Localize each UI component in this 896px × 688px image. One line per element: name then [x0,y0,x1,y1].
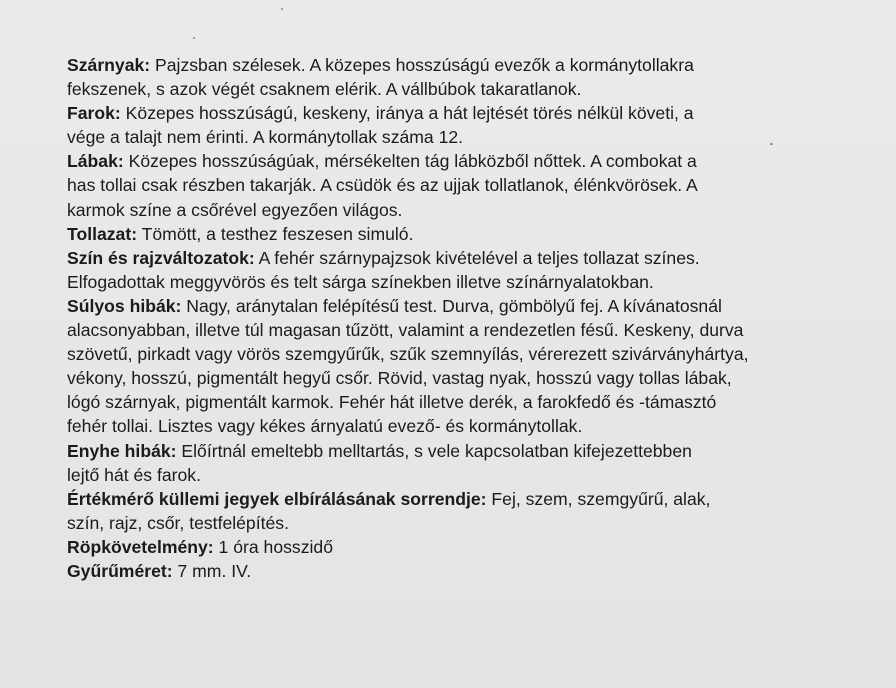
entry-line [67,173,837,197]
entry-term: Szín és rajzváltozatok: [67,247,255,268]
standard-entry [67,535,837,559]
standard-entry [67,487,837,535]
entry-line [67,463,837,487]
entry-term: Tollazat: [67,223,138,244]
entry-term: Farok: [67,103,121,124]
entry-text: Közepes hosszúságúak, mérsékelten tág lábközből nőttek. A combokat a [123,151,697,172]
entry-line [67,511,837,535]
standard-entry [67,246,837,294]
entry-line [67,487,837,511]
standard-entry [67,53,837,101]
entry-line [67,535,837,559]
entry-text: Tömött, a testhez feszesen simuló. [137,223,414,244]
entry-text: Nagy, aránytalan felépítésű test. Durva, gömbölyű fej. A kívánatosnál [181,295,722,316]
entry-term: Enyhe hibák: [67,440,177,461]
entry-line [67,101,837,125]
entry-text: Fej, szem, szemgyűrű, alak, [486,488,711,509]
entry-text: alacsonyabban, illetve túl magasan tűzött, valamint a rendezetlen fésű. Keskeny, durva [67,320,744,341]
entry-line [67,125,837,149]
standard-entry [67,101,837,149]
dust-speck [281,8,283,10]
entry-term: Szárnyak: [67,55,151,75]
entry-text: Pajzsban szélesek. A közepes hosszúságú evezők a kormánytollakra [150,55,694,75]
standard-entry [67,149,837,221]
entry-line [67,53,837,77]
entry-text: 7 mm. IV. [172,560,252,581]
entry-line [67,390,837,414]
entry-line [67,318,837,342]
entry-line [67,149,837,173]
entry-text: fehér tollai. Lisztes vagy kékes árnyalatú evező- és kormánytollak. [67,416,583,437]
entry-line [67,198,837,222]
entry-text: Elfogadottak meggyvörös és telt sárga színekben illetve színárnyalatokban. [67,271,654,292]
entry-text: karmok színe a csőrével egyezően világos. [67,199,403,220]
entry-text: lejtő hát és farok. [67,464,201,485]
entry-term: Gyűrűméret: [67,560,173,581]
entry-line [67,246,837,270]
entry-text: szín, rajz, csőr, testfelépítés. [67,512,289,533]
entry-text: 1 óra hosszidő [213,536,333,557]
standard-entry [67,222,837,246]
entry-line [67,342,837,366]
entry-text: vékony, hosszú, pigmentált hegyű csőr. Rövid, vastag nyak, hosszú vagy tollas lábak, [67,368,732,389]
entry-text: szövetű, pirkadt vagy vörös szemgyűrűk, szűk szemnyílás, vérerezett szivárványhártya, [67,344,749,365]
entry-text: lógó szárnyak, pigmentált karmok. Fehér hát illetve derék, a farokfedő és -támasztó [67,392,717,413]
entry-line [67,77,837,101]
entry-term: Súlyos hibák: [67,295,182,316]
entry-text: vége a talajt nem érinti. A kormánytollak száma 12. [67,127,464,148]
breed-standard-text [67,53,837,583]
entry-term: Értékmérő küllemi jegyek elbírálásának sorrendje: [67,488,487,509]
entry-text: Előírtnál emeltebb melltartás, s vele kapcsolatban kifejezettebben [176,440,692,461]
entry-line [67,222,837,246]
entry-term: Lábak: [67,151,124,172]
standard-entry [67,559,837,583]
entry-line [67,559,837,583]
standard-entry [67,294,837,439]
dust-speck [193,37,195,39]
entry-line [67,294,837,318]
entry-text: fekszenek, s azok végét csaknem elérik. A vállbúbok takaratlanok. [67,79,582,100]
entry-line [67,270,837,294]
entry-text: A fehér szárnypajzsok kivételével a teljes tollazat színes. [254,247,700,268]
entry-line [67,366,837,390]
standard-entry [67,439,837,487]
entry-term: Röpkövetelmény: [67,536,214,557]
entry-text: has tollai csak részben takarják. A csüdök és az ujjak tollatlanok, élénkvörösek. A [67,175,698,196]
entry-line [67,414,837,438]
entry-text: Közepes hosszúságú, keskeny, iránya a hát lejtését törés nélkül követi, a [120,103,694,124]
entry-line [67,439,837,463]
